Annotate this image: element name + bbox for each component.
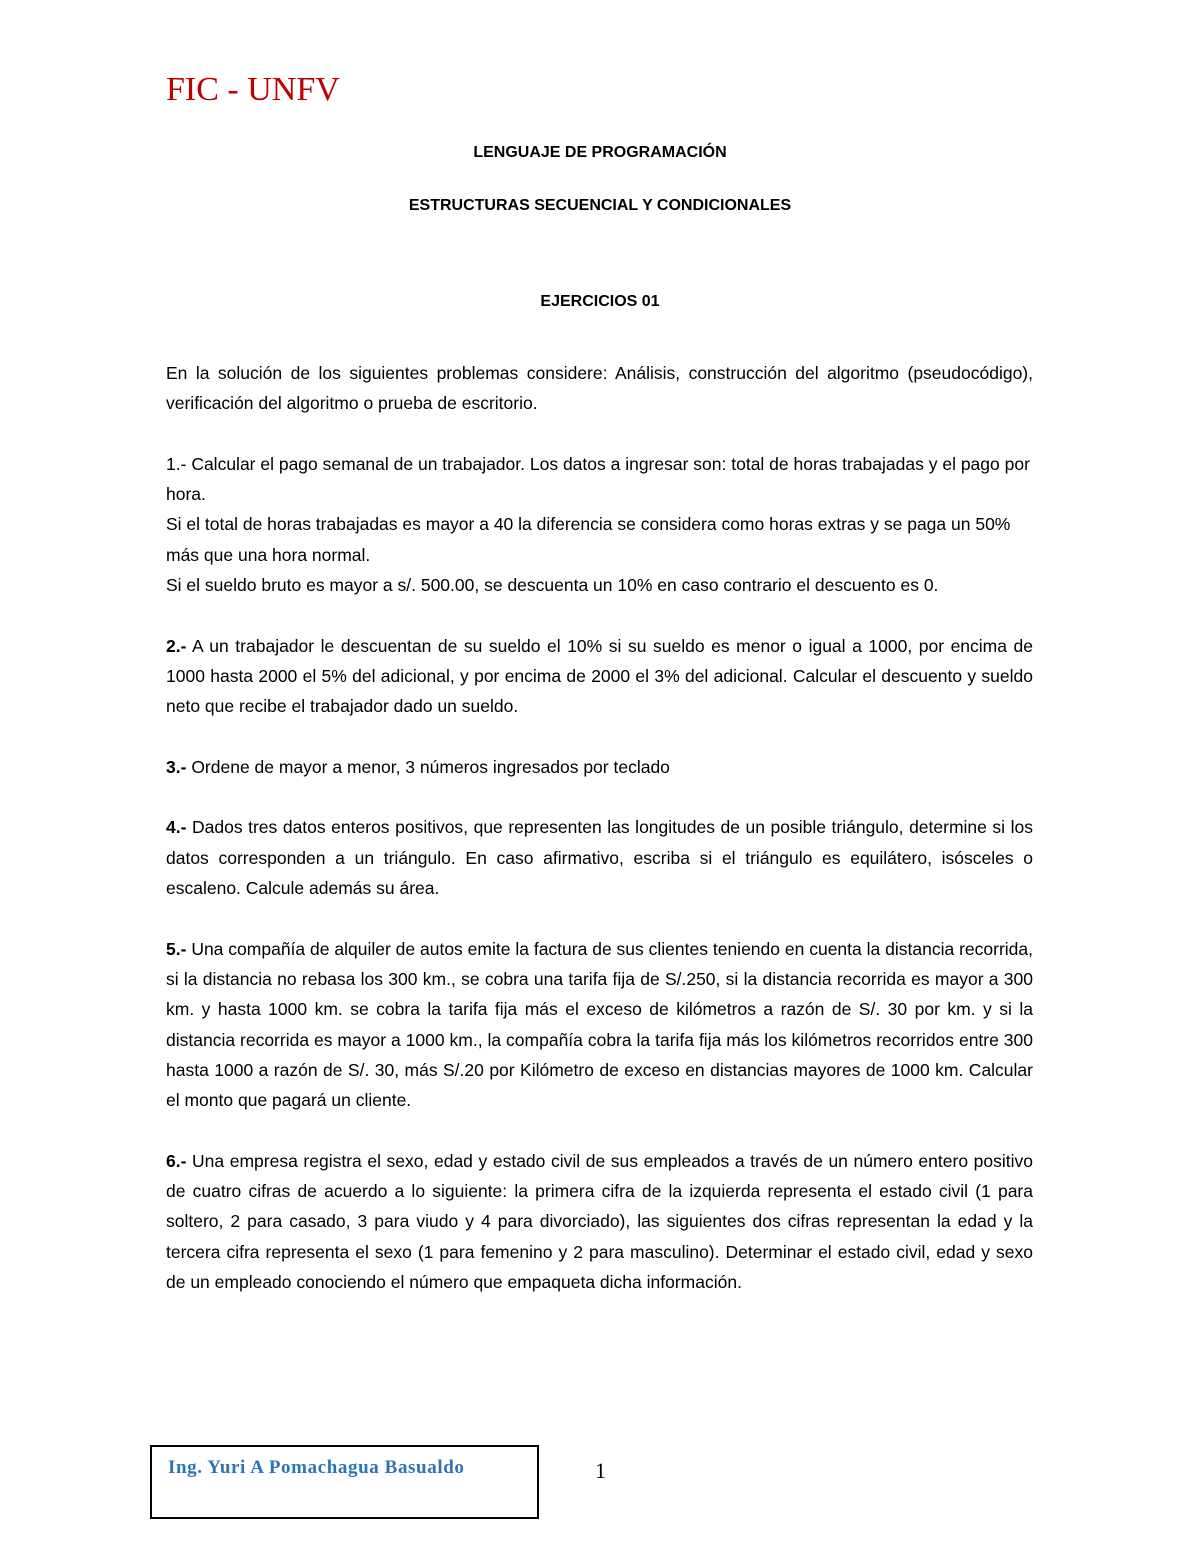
problem-5-text: Una compañía de alquiler de autos emite la factura de sus clientes teniendo en cuenta la distancia recorrida, si la distancia no rebasa los 300 km., se cobra una tarifa fija de S/.250, si la distancia recorrida es mayor a 300 km. y hasta 1000 km. se cobra la tarifa fija más el exceso de kilómetros a razón de S/. 30 por km. y si la distancia recorrida es mayor a 1000 km., la compañía cobra la tarifa fija más los kilómetros recorridos entre 300 hasta 1000 a razón de S/. 30, más S/.20 por Kilómetro de exceso en distancias mayores de 1000 km. Calcular el monto que pagará un cliente.	[166, 938, 1033, 1111]
document-body	[166, 358, 1033, 1328]
problem-number: 6.-	[166, 1150, 187, 1171]
problem-1-line-1	[166, 449, 1033, 510]
course-title: LENGUAJE DE PROGRAMACIÓN	[473, 144, 727, 161]
topic-title: ESTRUCTURAS SECUENCIAL Y CONDICIONALES	[408, 197, 792, 214]
problem-2-text: A un trabajador le descuentan de su sueldo el 10% si su sueldo es menor o igual a 1000, por encima de 1000 hasta 2000 el 5% del adicional, y por encima de 2000 el 3% del adicional. Calcular el descuento y sueldo neto que recibe el trabajador dado un sueldo.	[166, 635, 1033, 717]
problem-number: 4.-	[166, 817, 187, 838]
problem-number: 2.-	[166, 635, 187, 656]
problem-4	[166, 812, 1033, 903]
exercise-set-title: EJERCICIOS 01	[540, 293, 660, 310]
problem-6-text: Una empresa registra el sexo, edad y estado civil de sus empleados a través de un número entero positivo de cuatro cifras de acuerdo a lo siguiente: la primera cifra de la izquierda representa el estado civil (1 para soltero, 2 para casado, 3 para viudo y 4 para divorciado), las siguientes dos cifras representan la edad y la tercera cifra representa el sexo (1 para femenino y 2 para masculino). Determinar el estado civil, edad y sexo de un empleado conociendo el número que empaqueta dicha información.	[166, 1150, 1033, 1292]
problem-number: 1.-	[166, 453, 187, 474]
author-name: Ing. Yuri A Pomachagua Basualdo	[168, 1457, 465, 1478]
problem-number: 3.-	[166, 756, 187, 777]
problem-4-text: Dados tres datos enteros positivos, que representen las longitudes de un posible triángulo, determine si los datos corresponden a un triángulo. En caso afirmativo, escriba si el triángulo es equilátero, isósceles o escaleno. Calcule además su área.	[166, 817, 1033, 899]
problem-1-text: Calcular el pago semanal de un trabajador. Los datos a ingresar son: total de horas trabajadas y el pago por hora.	[166, 453, 1030, 505]
problem-6	[166, 1146, 1033, 1297]
problem-number: 5.-	[166, 938, 187, 959]
problem-1-line-3: Si el sueldo bruto es mayor a s/. 500.00, se descuenta un 10% en caso contrario el descuento es 0.	[166, 575, 939, 596]
header-org: FIC - UNFV	[166, 71, 340, 108]
problem-1-line-2: Si el total de horas trabajadas es mayor a 40 la diferencia se considera como horas extras y se paga un 50% más que una hora normal.	[166, 514, 1011, 565]
problem-3	[166, 752, 1033, 782]
problem-5	[166, 934, 1033, 1116]
intro-paragraph: En la solución de los siguientes problemas considere: Análisis, construcción del algoritmo (pseudocódigo), verificación del algoritmo o prueba de escritorio.	[166, 363, 1033, 414]
problem-1	[166, 449, 1033, 600]
page-number: 1	[595, 1458, 606, 1483]
problem-3-text: Ordene de mayor a menor, 3 números ingresados por teclado	[191, 756, 670, 777]
problem-2	[166, 631, 1033, 722]
